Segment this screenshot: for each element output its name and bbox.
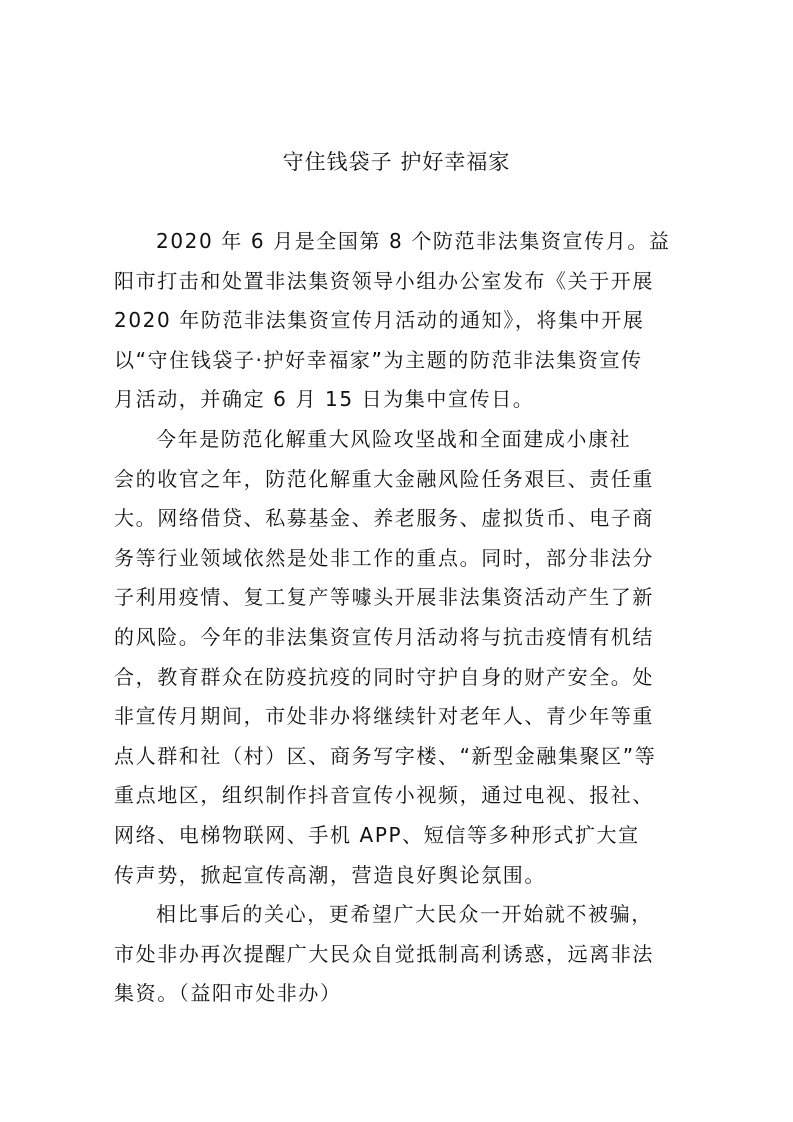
- text-line: 点人群和社（村）区、商务写字楼、“新型金融集聚区”等: [114, 743, 657, 768]
- text-line: 集资。（益阳市处非办）: [114, 981, 342, 1006]
- text-line: 以“守住钱袋子·护好幸福家”为主题的防范非法集资宣传: [114, 347, 643, 372]
- text-line: 合，教育群众在防疫抗疫的同时守护自身的财产安全。处: [114, 664, 654, 689]
- text-line: 重点地区，组织制作抖音宣传小视频，通过电视、报社、: [114, 783, 654, 808]
- text-line: 大。网络借贷、私募基金、养老服务、虚拟货币、电子商: [114, 506, 654, 531]
- paragraph-1: [114, 222, 674, 420]
- text-line: 2020 年防范非法集资宣传月活动的通知》，将集中开展: [114, 308, 645, 333]
- text-line: 非宣传月期间，市处非办将继续针对老年人、青少年等重: [114, 704, 654, 729]
- paragraph-3: [114, 895, 674, 1014]
- text-line: 阳市打击和处置非法集资领导小组办公室发布《关于开展: [114, 268, 654, 293]
- text-line: 月活动，并确定 6 月 15 日为集中宣传日。: [114, 387, 535, 412]
- text-line: 相比事后的关心，更希望广大民众一开始就不被骗，: [156, 902, 653, 927]
- text-line: 网络、电梯物联网、手机 APP、短信等多种形式扩大宣: [114, 822, 640, 847]
- text-line: 传声势，掀起宣传高潮，营造良好舆论氛围。: [114, 862, 546, 887]
- paragraph-2: [114, 420, 674, 895]
- text-line: 2020 年 6 月是全国第 8 个防范非法集资宣传月。益: [156, 229, 671, 253]
- text-line: 务等行业领域依然是处非工作的重点。同时，部分非法分: [114, 545, 654, 570]
- text-line: 市处非办再次提醒广大民众自觉抵制高利诱惑，远离非法: [114, 941, 654, 966]
- document-title: 守住钱袋子 护好幸福家: [282, 150, 511, 174]
- text-line: 会的收官之年，防范化解重大金融风险任务艰巨、责任重: [114, 466, 654, 491]
- text-line: 今年是防范化解重大风险攻坚战和全面建成小康社: [156, 426, 632, 451]
- document-body: [114, 222, 674, 1014]
- text-line: 的风险。今年的非法集资宣传月活动将与抗击疫情有机结: [114, 624, 654, 649]
- text-line: 子利用疫情、复工复产等噱头开展非法集资活动产生了新: [114, 585, 654, 610]
